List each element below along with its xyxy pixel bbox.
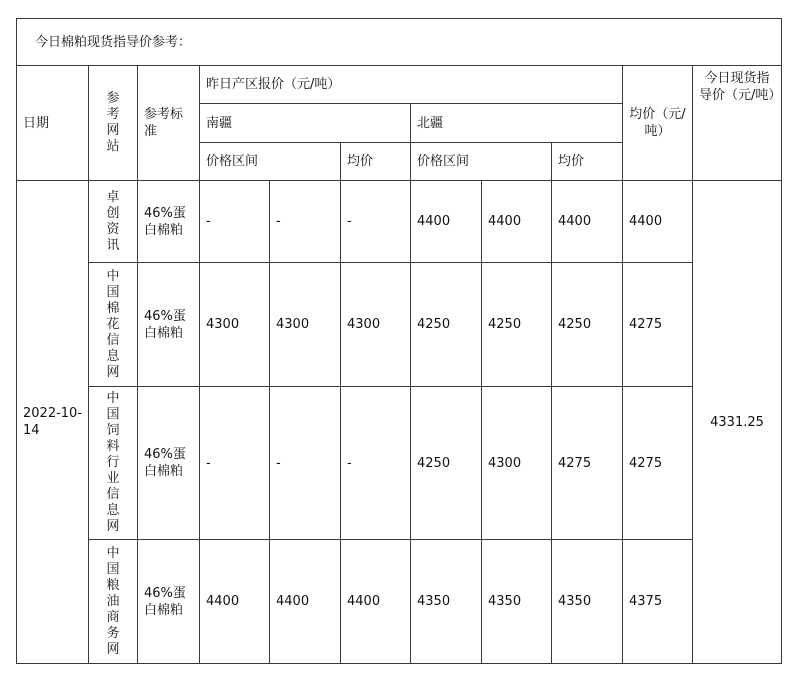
north-avg-cell: 4250 (552, 263, 623, 387)
south-low-cell: 4400 (200, 540, 270, 664)
table-title: 今日棉粕现货指导价参考： (17, 19, 782, 66)
north-high-cell: 4400 (482, 181, 552, 263)
avg-cell: 4400 (623, 181, 693, 263)
header-avg: 均价（元/吨） (623, 66, 693, 181)
south-avg-cell: - (341, 181, 411, 263)
header-north-range: 价格区间 (411, 143, 552, 181)
price-table (16, 18, 782, 664)
standard-cell: 46%蛋白棉粕 (138, 387, 200, 540)
north-avg-cell: 4400 (552, 181, 623, 263)
header-date: 日期 (17, 66, 89, 181)
south-low-cell: - (200, 387, 270, 540)
header-yesterday: 昨日产区报价（元/吨） (200, 66, 623, 104)
avg-cell: 4375 (623, 540, 693, 664)
north-avg-cell: 4275 (552, 387, 623, 540)
south-low-cell: - (200, 181, 270, 263)
site-cell: 中国饲料行业信息网 (89, 387, 138, 540)
header-standard: 参考标准 (138, 66, 200, 181)
site-cell: 卓创资讯 (89, 181, 138, 263)
site-cell: 中国粮油商务网 (89, 540, 138, 664)
south-high-cell: - (270, 387, 341, 540)
north-high-cell: 4350 (482, 540, 552, 664)
north-low-cell: 4250 (411, 387, 482, 540)
site-cell: 中国棉花信息网 (89, 263, 138, 387)
north-low-cell: 4400 (411, 181, 482, 263)
header-north: 北疆 (411, 104, 623, 143)
north-avg-cell: 4350 (552, 540, 623, 664)
south-high-cell: 4300 (270, 263, 341, 387)
table-row (17, 263, 782, 387)
avg-cell: 4275 (623, 263, 693, 387)
header-south: 南疆 (200, 104, 411, 143)
north-high-cell: 4250 (482, 263, 552, 387)
table-row (17, 387, 782, 540)
south-high-cell: - (270, 181, 341, 263)
header-site: 参考网站 (89, 66, 138, 181)
header-south-avg: 均价 (341, 143, 411, 181)
header-south-range: 价格区间 (200, 143, 341, 181)
table-row (17, 181, 782, 263)
south-low-cell: 4300 (200, 263, 270, 387)
south-avg-cell: 4400 (341, 540, 411, 664)
north-low-cell: 4250 (411, 263, 482, 387)
north-high-cell: 4300 (482, 387, 552, 540)
header-today-guide: 今日现货指导价（元/吨） (693, 66, 782, 181)
today-price-cell: 4331.25 (693, 181, 782, 664)
avg-cell: 4275 (623, 387, 693, 540)
date-cell: 2022-10-14 (17, 181, 89, 664)
south-avg-cell: - (341, 387, 411, 540)
north-low-cell: 4350 (411, 540, 482, 664)
south-avg-cell: 4300 (341, 263, 411, 387)
table-row (17, 540, 782, 664)
header-north-avg: 均价 (552, 143, 623, 181)
south-high-cell: 4400 (270, 540, 341, 664)
standard-cell: 46%蛋白棉粕 (138, 263, 200, 387)
standard-cell: 46%蛋白棉粕 (138, 181, 200, 263)
standard-cell: 46%蛋白棉粕 (138, 540, 200, 664)
